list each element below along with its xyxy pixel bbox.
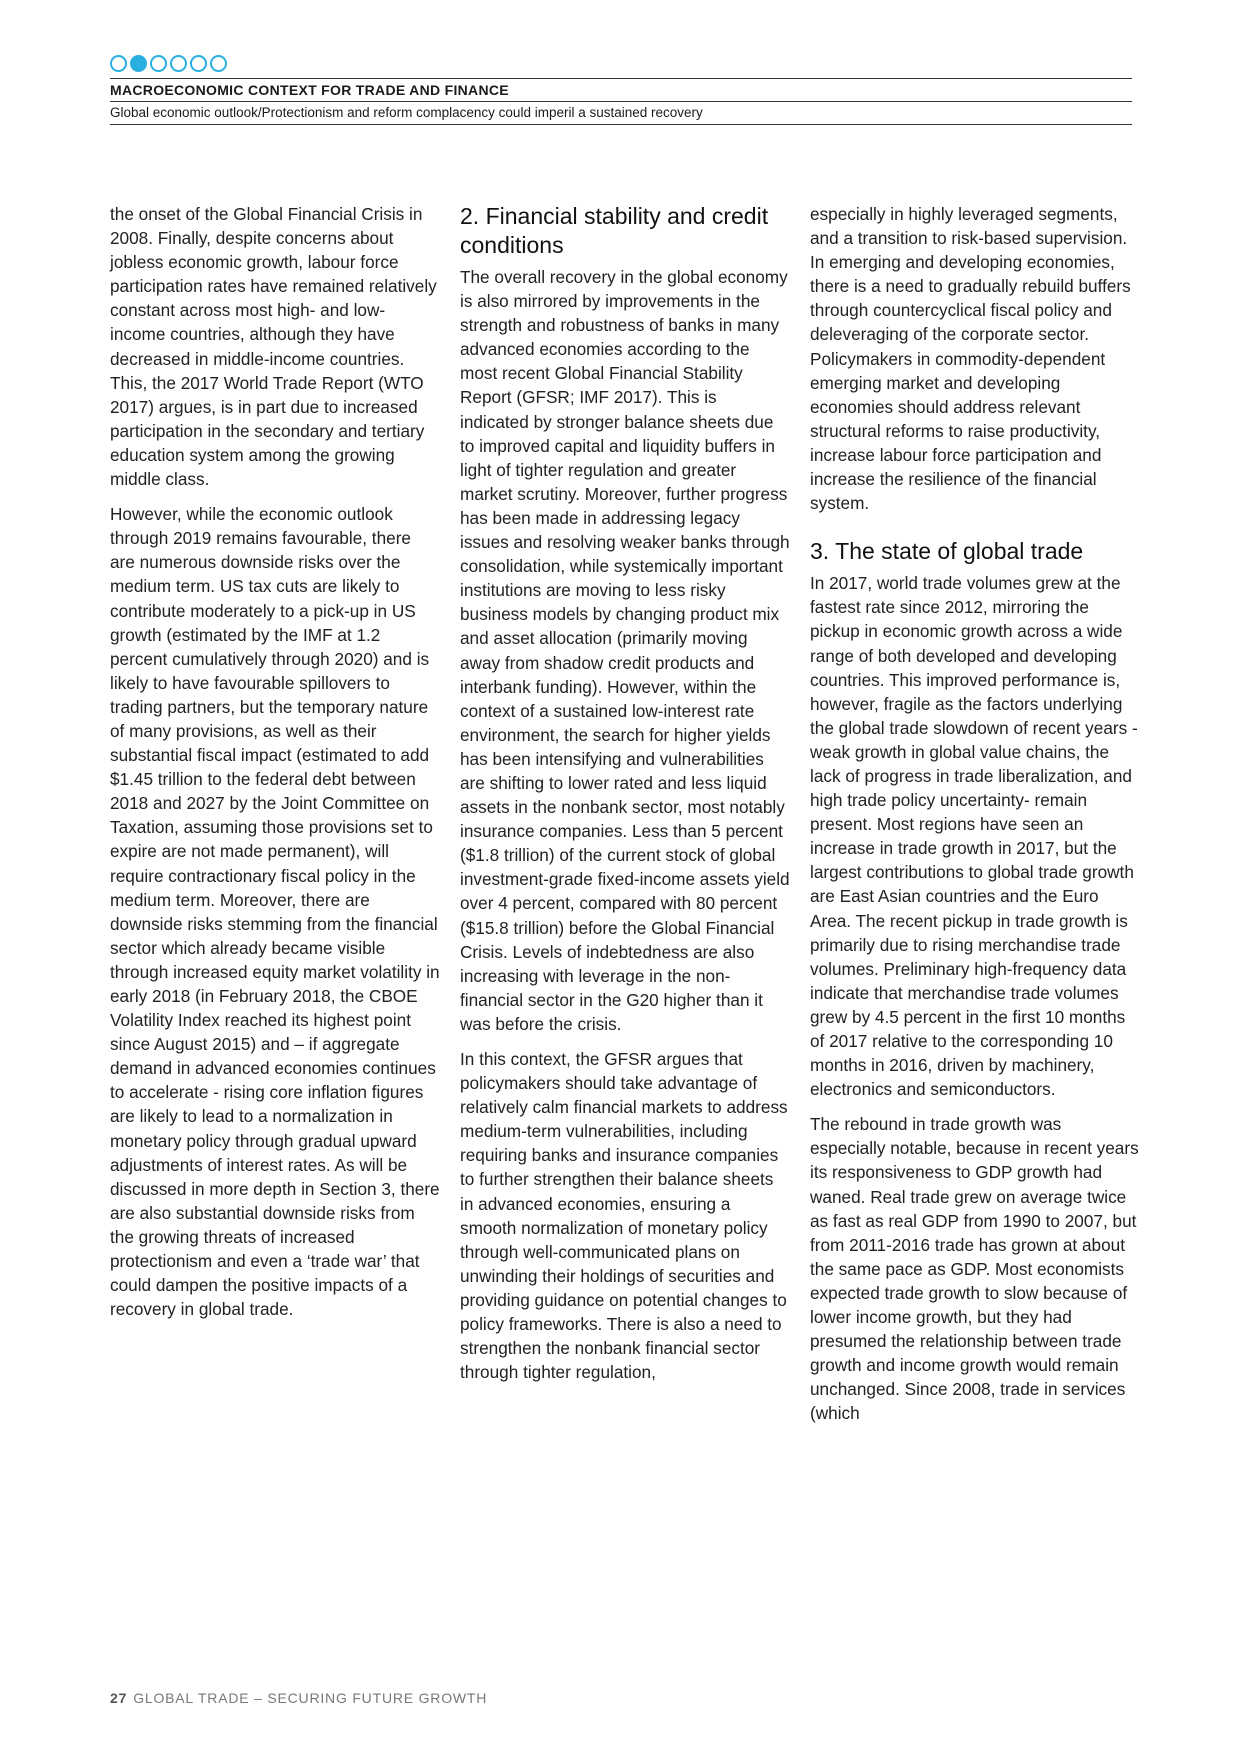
heading-financial-stability: 2. Financial stability and credit conditions	[460, 203, 769, 258]
heading-global-trade: 3. The state of global trade	[810, 538, 1084, 565]
paragraph: especially in highly leveraged segments, and a transition to risk-based supervision. In emerging and developing economies, there is a need to gradually rebuild buffers through countercyclical fiscal policy and deleveraging of the corporate sector. Policymakers in commodity-dependent emerging market and developing economies should address relevant structural reforms to raise productivity, increase labour force participation and increase the resilience of the financial system.	[810, 204, 1131, 514]
progress-dot-5	[190, 55, 207, 72]
page-footer	[110, 1690, 487, 1706]
section-subtitle: Global economic outlook/Protectionism and reform complacency could imperil a sustained recovery	[110, 105, 703, 120]
paragraph: the onset of the Global Financial Crisis in 2008. Finally, despite concerns about jobless economic growth, labour force participation rates have remained relatively constant across most high- and low-income countries, although they have decreased in middle-income countries. This, the 2017 World Trade Report (WTO 2017) argues, is in part due to increased participation in the secondary and tertiary education system among the growing middle class.	[110, 204, 437, 490]
publication-title: GLOBAL TRADE – SECURING FUTURE GROWTH	[133, 1690, 488, 1706]
progress-dots	[110, 54, 1132, 72]
column-3	[810, 202, 1140, 1437]
paragraph: In this context, the GFSR argues that policymakers should take advantage of relatively calm financial markets to address medium-term vulnerabilities, including requiring banks and insurance companies to further strengthen their balance sheets in advanced economies, ensuring a smooth normalization of monetary policy through well-communicated plans on unwinding their holdings of securities and providing guidance on potential changes to policy frameworks. There is also a need to strengthen the nonbank financial sector through tighter regulation,	[460, 1049, 788, 1383]
paragraph: The overall recovery in the global economy is also mirrored by improvements in the strength and robustness of banks in many advanced economies according to the most recent Global Financial Stability Report (GFSR; IMF 2017). This is indicated by stronger balance sheets due to improved capital and liquidity buffers in light of tighter regulation and greater market scrutiny. Moreover, further progress has been made in addressing legacy issues and resolving weaker banks through consolidation, while systemically important institutions are moving to less risky business models by changing product mix and asset allocation (primarily moving away from shadow credit products and interbank funding). However, within the context of a sustained low-interest rate environment, the search for higher yields has been intensifying and vulnerabilities are shifting to lower rated and less liquid assets in the nonbank sector, most notably insurance companies. Less than 5 percent ($1.8 trillion) of the current stock of global investment-grade fixed-income assets yield over 4 percent, compared with 80 percent ($15.8 trillion) before the Global Financial Crisis. Levels of indebtedness are also increasing with leverage in the non-financial sector in the G20 higher than it was before the crisis.	[460, 267, 790, 1034]
column-1	[110, 202, 440, 1332]
progress-dot-4	[170, 55, 187, 72]
paragraph: In 2017, world trade volumes grew at the fastest rate since 2012, mirroring the pickup in economic growth across a wide range of both developed and developing countries. This improved performance is, however, fragile as the factors underlying the global trade slowdown of recent years - weak growth in global value chains, the lack of progress in trade liberalization, and high trade policy uncertainty- remain present. Most regions have seen an increase in trade growth in 2017, but the largest contributions to global trade growth are East Asian countries and the Euro Area. The recent pickup in trade growth is primarily due to rising merchandise trade volumes. Preliminary high-frequency data indicate that merchandise trade volumes grew by 4.5 percent in the first 10 months of 2017 relative to the corresponding 10 months in 2016, driven by machinery, electronics and semiconductors.	[810, 573, 1138, 1100]
header-rule-bottom	[110, 124, 1132, 125]
page-header	[110, 54, 1132, 125]
progress-dot-3	[150, 55, 167, 72]
paragraph: The rebound in trade growth was especially notable, because in recent years its responsiveness to GDP growth had waned. Real trade grew on average twice as fast as real GDP from 1990 to 2007, but from 2011-2016 trade has grown at about the same pace as GDP. Most economists expected trade growth to slow because of lower income growth, but they had presumed the relationship between trade growth and income growth would remain unchanged. Since 2008, trade in services (which	[810, 1114, 1139, 1424]
paragraph: However, while the economic outlook through 2019 remains favourable, there are numerous downside risks over the medium term. US tax cuts are likely to contribute moderately to a pick-up in US growth (estimated by the IMF at 1.2 percent cumulatively through 2020) and is likely to have favourable spillovers to trading partners, but the temporary nature of many provisions, as well as their substantial fiscal impact (estimated to add $1.45 trillion to the federal debt between 2018 and 2027 by the Joint Committee on Taxation, assuming those provisions set to expire are not made permanent), will require contractionary fiscal policy in the medium term. Moreover, there are downside risks stemming from the financial sector which already became visible through increased equity market volatility in early 2018 (in February 2018, the CBOE Volatility Index reached its highest point since August 2015) and – if aggregate demand in advanced economies continues to accelerate - rising core inflation figures are likely to lead to a normalization in monetary policy through gradual upward adjustments of interest rates. As will be discussed in more depth in Section 3, there are also substantial downside risks from the growing threats of increased protectionism and even a ‘trade war’ that could dampen the positive impacts of a recovery in global trade.	[110, 504, 440, 1320]
progress-dot-1	[110, 55, 127, 72]
section-title: MACROECONOMIC CONTEXT FOR TRADE AND FINANCE	[110, 82, 509, 98]
page-number: 27	[110, 1690, 128, 1706]
column-2	[460, 202, 790, 1395]
progress-dot-6	[210, 55, 227, 72]
progress-dot-2-active	[130, 55, 147, 72]
